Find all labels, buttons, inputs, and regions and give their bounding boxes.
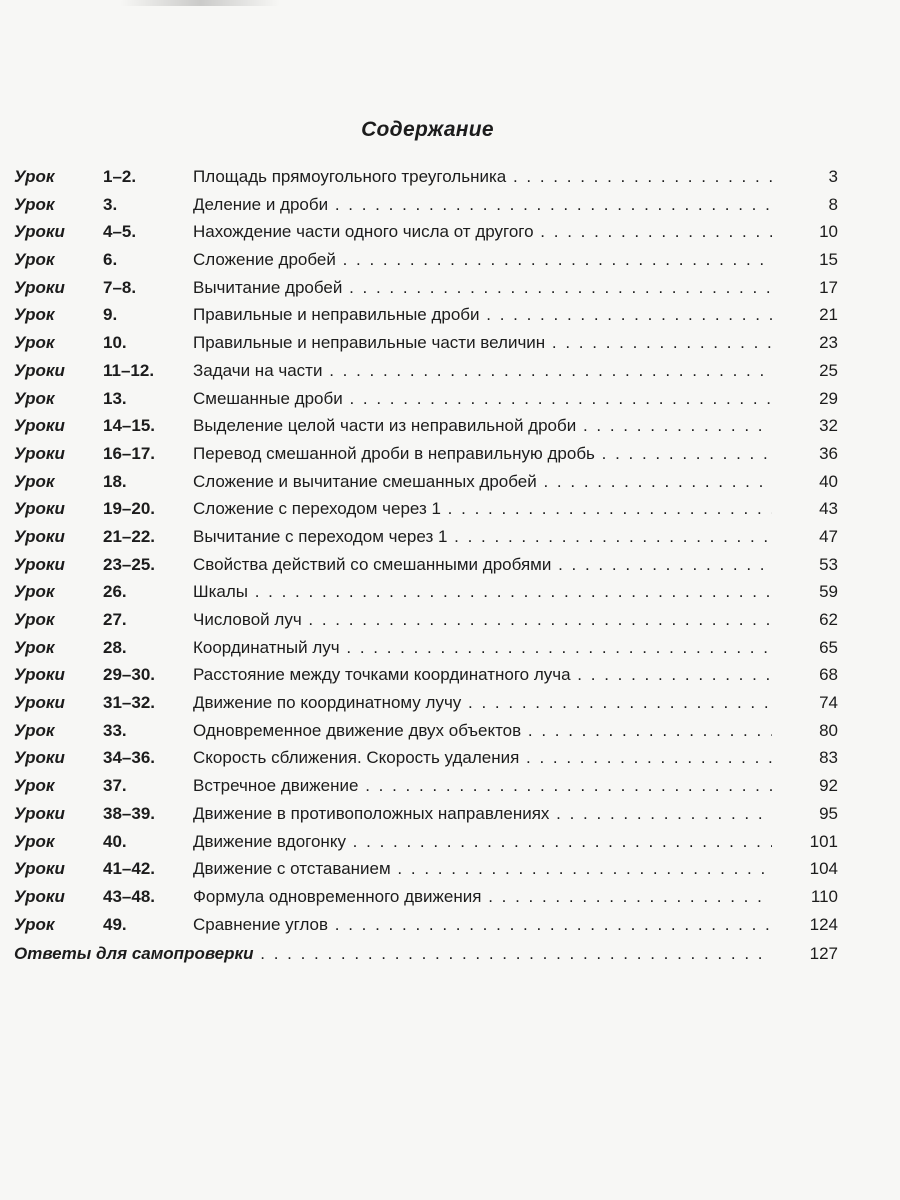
- toc-entry-leader: [193, 191, 772, 219]
- toc-entry-page: 68: [819, 665, 838, 685]
- toc-entry-page: 127: [809, 944, 838, 964]
- toc-entry[interactable]: [0, 828, 900, 856]
- toc-entry-topic: Координатный луч: [193, 637, 340, 657]
- toc-entry-number: 38–39.: [103, 803, 155, 823]
- toc-entry-number: 26.: [103, 582, 127, 602]
- toc-entry-topic: Одновременное движение двух объектов: [193, 720, 522, 740]
- toc-entry-page: 15: [819, 250, 838, 270]
- toc-entry[interactable]: [0, 551, 900, 579]
- toc-entry-page: 25: [819, 360, 838, 380]
- toc-entry-kind: Уроки: [14, 499, 65, 519]
- toc-entry-page: 10: [819, 222, 838, 242]
- toc-entry-kind: Уроки: [14, 526, 65, 546]
- toc-entry-page: 95: [819, 803, 838, 823]
- toc-entry-leader: [193, 717, 772, 745]
- toc-entry-leader: [193, 606, 772, 634]
- toc-entry[interactable]: [0, 301, 900, 329]
- toc-entry-leader: [193, 883, 772, 911]
- toc-entry-number: 4–5.: [103, 222, 137, 242]
- toc-entry-number: 10.: [103, 333, 127, 353]
- toc-entry-kind: Урок: [14, 582, 55, 602]
- toc-entry-kind: Урок: [14, 610, 55, 629]
- toc-entry[interactable]: [0, 191, 900, 219]
- toc-entry-topic: Скорость сближения. Скорость удаления: [193, 748, 520, 768]
- toc-entry-kind: Урок: [14, 333, 55, 353]
- toc-entry-page: 53: [819, 554, 838, 574]
- toc-entry-topic: Площадь прямоугольного треугольника: [193, 167, 507, 186]
- table-of-contents: [0, 163, 900, 968]
- toc-entry[interactable]: [0, 634, 900, 662]
- toc-entry-topic: Сравнение углов: [193, 914, 329, 934]
- toc-entry-leader: [193, 385, 772, 413]
- scan-smudge: [120, 0, 280, 6]
- toc-entry-number: 23–25.: [103, 554, 155, 574]
- toc-entry-number: 41–42.: [103, 859, 155, 879]
- toc-entry[interactable]: [0, 495, 900, 523]
- toc-entry-page: 43: [819, 499, 838, 519]
- toc-entry-page: 80: [819, 720, 838, 740]
- toc-entry-kind: Уроки: [14, 859, 65, 879]
- toc-entry-topic: Формула одновременного движения: [193, 886, 482, 906]
- toc-entry-topic: Сложение дробей: [193, 250, 336, 270]
- toc-entry-number: 16–17.: [103, 443, 155, 463]
- toc-entry[interactable]: [0, 911, 900, 939]
- toc-entry-kind: Урок: [14, 250, 55, 270]
- toc-entry-leader: [14, 940, 772, 968]
- toc-entry-kind: Урок: [14, 831, 55, 851]
- toc-entry-page: 40: [819, 471, 838, 491]
- toc-entry[interactable]: [0, 440, 900, 468]
- toc-entry-page: 92: [819, 776, 838, 796]
- toc-entry-page: 17: [819, 277, 838, 297]
- toc-entry[interactable]: [0, 385, 900, 413]
- toc-entry-number: 9.: [103, 305, 118, 325]
- toc-entry-page: 83: [819, 748, 838, 768]
- toc-entry-number: 13.: [103, 388, 127, 408]
- toc-entry-page: 62: [819, 610, 838, 629]
- toc-entry-topic: Движение вдогонку: [193, 831, 346, 851]
- toc-entry-leader: [193, 772, 772, 800]
- toc-entry[interactable]: [0, 800, 900, 828]
- toc-entry-kind: Урок: [14, 720, 55, 740]
- toc-entry[interactable]: [0, 357, 900, 385]
- toc-entry-leader: [193, 523, 772, 551]
- page-title: Содержание: [361, 118, 494, 141]
- toc-entry-leader: [193, 218, 772, 246]
- toc-entry-kind: Урок: [14, 388, 55, 408]
- toc-entry-topic: Встречное движение: [193, 776, 359, 796]
- toc-entry-kind: Урок: [14, 194, 55, 214]
- toc-entry-leader: [193, 578, 772, 606]
- toc-entry-topic: Свойства действий со смешанными дробями: [193, 554, 552, 574]
- toc-entry[interactable]: [0, 855, 900, 883]
- toc-entry-topic: Деление и дроби: [193, 194, 329, 214]
- toc-entry-number: 3.: [103, 194, 118, 214]
- toc-entry[interactable]: [0, 163, 900, 191]
- toc-entry-topic: Вычитание с переходом через 1: [193, 526, 448, 546]
- toc-entry-kind: Уроки: [14, 748, 65, 768]
- toc-entry-page: 21: [819, 305, 838, 325]
- toc-entry-number: 33.: [103, 720, 127, 740]
- toc-entry-kind: Уроки: [14, 443, 65, 463]
- toc-entry-topic: Нахождение части одного числа от другого: [193, 222, 534, 242]
- toc-entry-leader: [193, 689, 772, 717]
- toc-entry-number: 34–36.: [103, 748, 155, 768]
- toc-entry-topic: Числовой луч: [193, 610, 302, 629]
- toc-entry-kind: Уроки: [14, 554, 65, 574]
- toc-entry[interactable]: [0, 468, 900, 496]
- toc-entry-kind: Уроки: [14, 886, 65, 906]
- toc-entry-page: 74: [819, 693, 838, 713]
- toc-entry[interactable]: [0, 523, 900, 551]
- toc-entry-topic: Движение в противоположных направлениях: [193, 803, 550, 823]
- toc-entry-topic: Расстояние между точками координатного луча: [193, 665, 571, 685]
- toc-entry-number: 14–15.: [103, 416, 155, 436]
- toc-entry-topic: Движение с отставанием: [193, 859, 391, 879]
- toc-entry-number: 21–22.: [103, 526, 155, 546]
- toc-entry-answers[interactable]: [0, 940, 900, 968]
- toc-entry[interactable]: [0, 218, 900, 246]
- toc-entry-page: 104: [809, 859, 838, 879]
- toc-entry-topic: Сложение и вычитание смешанных дробей: [193, 471, 537, 491]
- toc-entry-topic: Перевод смешанной дроби в неправильную дробь: [193, 443, 595, 463]
- toc-entry-page: 124: [809, 914, 838, 934]
- toc-entry-page: 29: [819, 388, 838, 408]
- toc-entry[interactable]: [0, 744, 900, 772]
- toc-entry-number: 40.: [103, 831, 127, 851]
- toc-entry-leader: [193, 828, 772, 856]
- toc-entry-kind: Урок: [14, 471, 55, 491]
- toc-entry-leader: [193, 301, 772, 329]
- toc-entry-page: 65: [819, 637, 838, 657]
- toc-entry-leader: [193, 634, 772, 662]
- toc-entry-leader: [193, 468, 772, 496]
- toc-entry-leader: [193, 551, 772, 579]
- toc-entry[interactable]: [0, 329, 900, 357]
- toc-entry-leader: [193, 274, 772, 302]
- toc-entry-number: 19–20.: [103, 499, 155, 519]
- toc-entry-number: 7–8.: [103, 277, 137, 297]
- toc-entry[interactable]: [0, 274, 900, 302]
- toc-entry-leader: [193, 357, 772, 385]
- toc-entry[interactable]: [0, 661, 900, 689]
- toc-entry-number: 43–48.: [103, 886, 155, 906]
- toc-entry[interactable]: [0, 883, 900, 911]
- toc-entry-page: 8: [828, 194, 838, 214]
- toc-entry[interactable]: [0, 717, 900, 745]
- answers-label: Ответы для самопроверки: [14, 944, 254, 964]
- toc-entry-leader: [193, 329, 772, 357]
- toc-entry-number: 11–12.: [103, 360, 155, 380]
- toc-entry-number: 18.: [103, 471, 127, 491]
- toc-entry-number: 27.: [103, 610, 127, 629]
- toc-entry-number: 49.: [103, 914, 127, 934]
- toc-entry-topic: Правильные и неправильные части величин: [193, 333, 546, 353]
- toc-entry[interactable]: [0, 578, 900, 606]
- toc-entry-leader: [193, 800, 772, 828]
- toc-entry-page: 32: [819, 416, 838, 436]
- toc-entry-topic: Вычитание дробей: [193, 277, 343, 297]
- toc-entry-topic: Задачи на части: [193, 360, 323, 380]
- toc-entry-page: 23: [819, 333, 838, 353]
- toc-entry-topic: Смешанные дроби: [193, 388, 343, 408]
- toc-entry[interactable]: [0, 606, 900, 634]
- toc-entry-kind: Урок: [14, 914, 55, 934]
- toc-entry[interactable]: [0, 412, 900, 440]
- toc-entry-leader: [193, 246, 772, 274]
- toc-entry-number: 28.: [103, 637, 127, 657]
- toc-entry-kind: Уроки: [14, 416, 65, 436]
- toc-entry-kind: Уроки: [14, 277, 65, 297]
- toc-entry-topic: Выделение целой части из неправильной дроби: [193, 416, 577, 436]
- toc-entry-page: 47: [819, 526, 838, 546]
- toc-entry-number: 31–32.: [103, 693, 155, 713]
- toc-entry-kind: Урок: [14, 637, 55, 657]
- toc-entry-number: 29–30.: [103, 665, 155, 685]
- toc-entry-kind: Урок: [14, 776, 55, 796]
- toc-entry-leader: [193, 163, 772, 191]
- toc-entry-kind: Уроки: [14, 693, 65, 713]
- toc-entry-topic: Сложение с переходом через 1: [193, 499, 441, 519]
- toc-entry-kind: Уроки: [14, 360, 65, 380]
- toc-entry-leader: [193, 495, 772, 523]
- toc-entry-page: 110: [810, 886, 838, 906]
- toc-entry[interactable]: [0, 246, 900, 274]
- toc-entry-number: 6.: [103, 250, 118, 270]
- toc-entry-topic: Движение по координатному лучу: [193, 693, 462, 713]
- toc-entry-kind: Урок: [14, 167, 55, 186]
- toc-entry-page: 36: [819, 443, 838, 463]
- toc-entry[interactable]: [0, 689, 900, 717]
- toc-entry-number: 1–2.: [103, 167, 137, 186]
- toc-entry-kind: Уроки: [14, 803, 65, 823]
- toc-entry-topic: Шкалы: [193, 582, 248, 602]
- toc-entry[interactable]: [0, 772, 900, 800]
- toc-entry-leader: [193, 855, 772, 883]
- toc-entry-kind: Уроки: [14, 665, 65, 685]
- toc-entry-leader: [193, 744, 772, 772]
- toc-entry-page: 101: [809, 831, 838, 851]
- toc-entry-topic: Правильные и неправильные дроби: [193, 305, 480, 325]
- toc-entry-leader: [193, 440, 772, 468]
- toc-entry-leader: [193, 911, 772, 939]
- toc-entry-page: 3: [828, 167, 838, 186]
- toc-entry-page: 59: [819, 582, 838, 602]
- toc-entry-kind: Урок: [14, 305, 55, 325]
- toc-entry-leader: [193, 412, 772, 440]
- toc-entry-kind: Уроки: [14, 222, 65, 242]
- toc-entry-number: 37.: [103, 776, 127, 796]
- toc-entry-leader: [193, 661, 772, 689]
